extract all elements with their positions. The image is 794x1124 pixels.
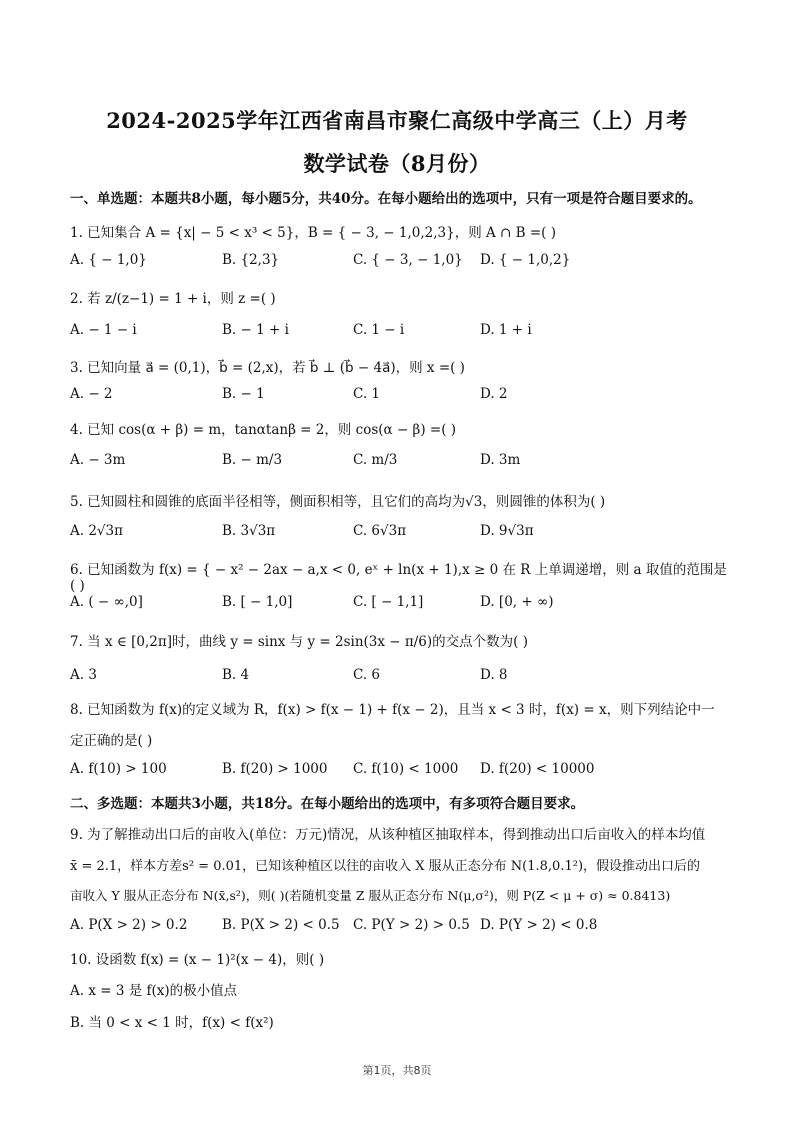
option-b: B. − 1 + i (222, 322, 289, 338)
question-2-stem: 2. 若 z/(z−1) = 1 + i，则 z =( ) (70, 291, 276, 307)
option-d: D. f(20) < 10000 (480, 761, 595, 777)
option-a: A. 3 (70, 667, 97, 683)
question-7-stem: 7. 当 x ∈ [0,2π]时，曲线 y = sinx 与 y = 2sin(3x − π/6)的交点个数为( ) (70, 634, 528, 650)
question-5-stem: 5. 已知圆柱和圆锥的底面半径相等，侧面积相等，且它们的高均为√3，则圆锥的体积为( ) (70, 494, 606, 510)
option-a: A. { − 1,0} (70, 252, 147, 268)
option-b: B. P(X > 2) < 0.5 (222, 917, 340, 933)
question-9-stem-line3: 亩收入 Y 服从正态分布 N(x̄,s²)，则( )(若随机变量 Z 服从正态分布 N(μ,σ²)，则 P(Z < μ + σ) ≈ 0.8413) (70, 888, 671, 903)
exam-subtitle: 数学试卷（8月份） (303, 151, 491, 176)
option-a: A. ( − ∞,0] (70, 594, 143, 610)
option-c: C. f(10) < 1000 (353, 761, 459, 777)
section-multiple-choice-header: 二、多选题：本题共3小题，共18分。在每小题给出的选项中，有多项符合题目要求。 (70, 796, 585, 812)
option-d: D. 3m (480, 452, 521, 468)
question-6-stem: 6. 已知函数为 f(x) = { − x² − 2ax − a,x < 0, eˣ + ln(x + 1),x ≥ 0 在 R 上单调递增，则 a 取值的范围是( ) (70, 562, 727, 594)
question-3-stem: 3. 已知向量 a⃗ = (0,1)，b⃗ = (2,x)，若 b⃗ ⊥ (b⃗ − 4a⃗)，则 x =( ) (70, 360, 465, 376)
question-9-stem-line2: x̄ = 2.1，样本方差s² = 0.01，已知该种植区以往的亩收入 X 服从正态分布 N(1.8,0.1²)，假设推动出口后的 (70, 859, 701, 874)
question-1-stem: 1. 已知集合 A = {x| − 5 < x³ < 5}，B = { − 3, − 1,0,2,3}，则 A ∩ B =( ) (70, 225, 557, 241)
option-a: A. 2√3π (70, 523, 123, 539)
option-b: B. [ − 1,0] (222, 594, 293, 610)
option-d: D. P(Y > 2) < 0.8 (480, 917, 598, 933)
question-9-stem: 9. 为了解推动出口后的亩收入(单位：万元)情况，从该种植区抽取样本，得到推动出口后亩收入的样本均值 (70, 827, 706, 843)
exam-title: 2024-2025学年江西省南昌市聚仁高级中学高三（上）月考 (106, 108, 688, 133)
option-b: B. − m/3 (222, 452, 283, 468)
option-c: C. { − 3, − 1,0} (353, 252, 463, 268)
question-10-stem: 10. 设函数 f(x) = (x − 1)²(x − 4)，则( ) (70, 952, 325, 968)
option-d: D. 2 (480, 386, 508, 402)
option-d: D. [0, + ∞) (480, 594, 554, 610)
option-c: C. 1 − i (353, 322, 405, 338)
option-c: C. m/3 (353, 452, 398, 468)
option-c: C. 6 (353, 667, 381, 683)
option-d: D. 8 (480, 667, 508, 683)
page-footer: 第1页，共8页 (362, 1064, 432, 1077)
option-b: B. {2,3} (222, 252, 280, 268)
question-10-option-a: A. x = 3 是 f(x)的极小值点 (70, 983, 238, 999)
option-c: C. [ − 1,1] (353, 594, 424, 610)
option-b: B. 4 (222, 667, 250, 683)
question-8-stem-continued: 定正确的是( ) (70, 733, 153, 749)
option-c: C. P(Y > 2) > 0.5 (353, 917, 470, 933)
section-single-choice-header: 一、单选题：本题共8小题，每小题5分，共40分。在每小题给出的选项中，只有一项是符合题目要求的。 (70, 191, 702, 207)
option-a: A. − 2 (70, 386, 113, 402)
option-d: D. 1 + i (480, 322, 532, 338)
option-b: B. − 1 (222, 386, 265, 402)
option-a: A. − 1 − i (70, 322, 137, 338)
option-b: B. 3√3π (222, 523, 276, 539)
question-10-option-b: B. 当 0 < x < 1 时，f(x) < f(x²) (70, 1015, 274, 1031)
question-8-stem: 8. 已知函数为 f(x)的定义域为 R，f(x) > f(x − 1) + f(x − 2)，且当 x < 3 时，f(x) = x，则下列结论中一 (70, 702, 715, 718)
option-a: A. f(10) > 100 (70, 761, 167, 777)
option-a: A. P(X > 2) > 0.2 (70, 917, 188, 933)
option-b: B. f(20) > 1000 (222, 761, 328, 777)
question-4-stem: 4. 已知 cos(α + β) = m，tanαtanβ = 2，则 cos(α − β) =( ) (70, 422, 457, 438)
option-c: C. 1 (353, 386, 381, 402)
option-d: D. 9√3π (480, 523, 534, 539)
option-d: D. { − 1,0,2} (480, 252, 571, 268)
option-c: C. 6√3π (353, 523, 407, 539)
option-a: A. − 3m (70, 452, 126, 468)
